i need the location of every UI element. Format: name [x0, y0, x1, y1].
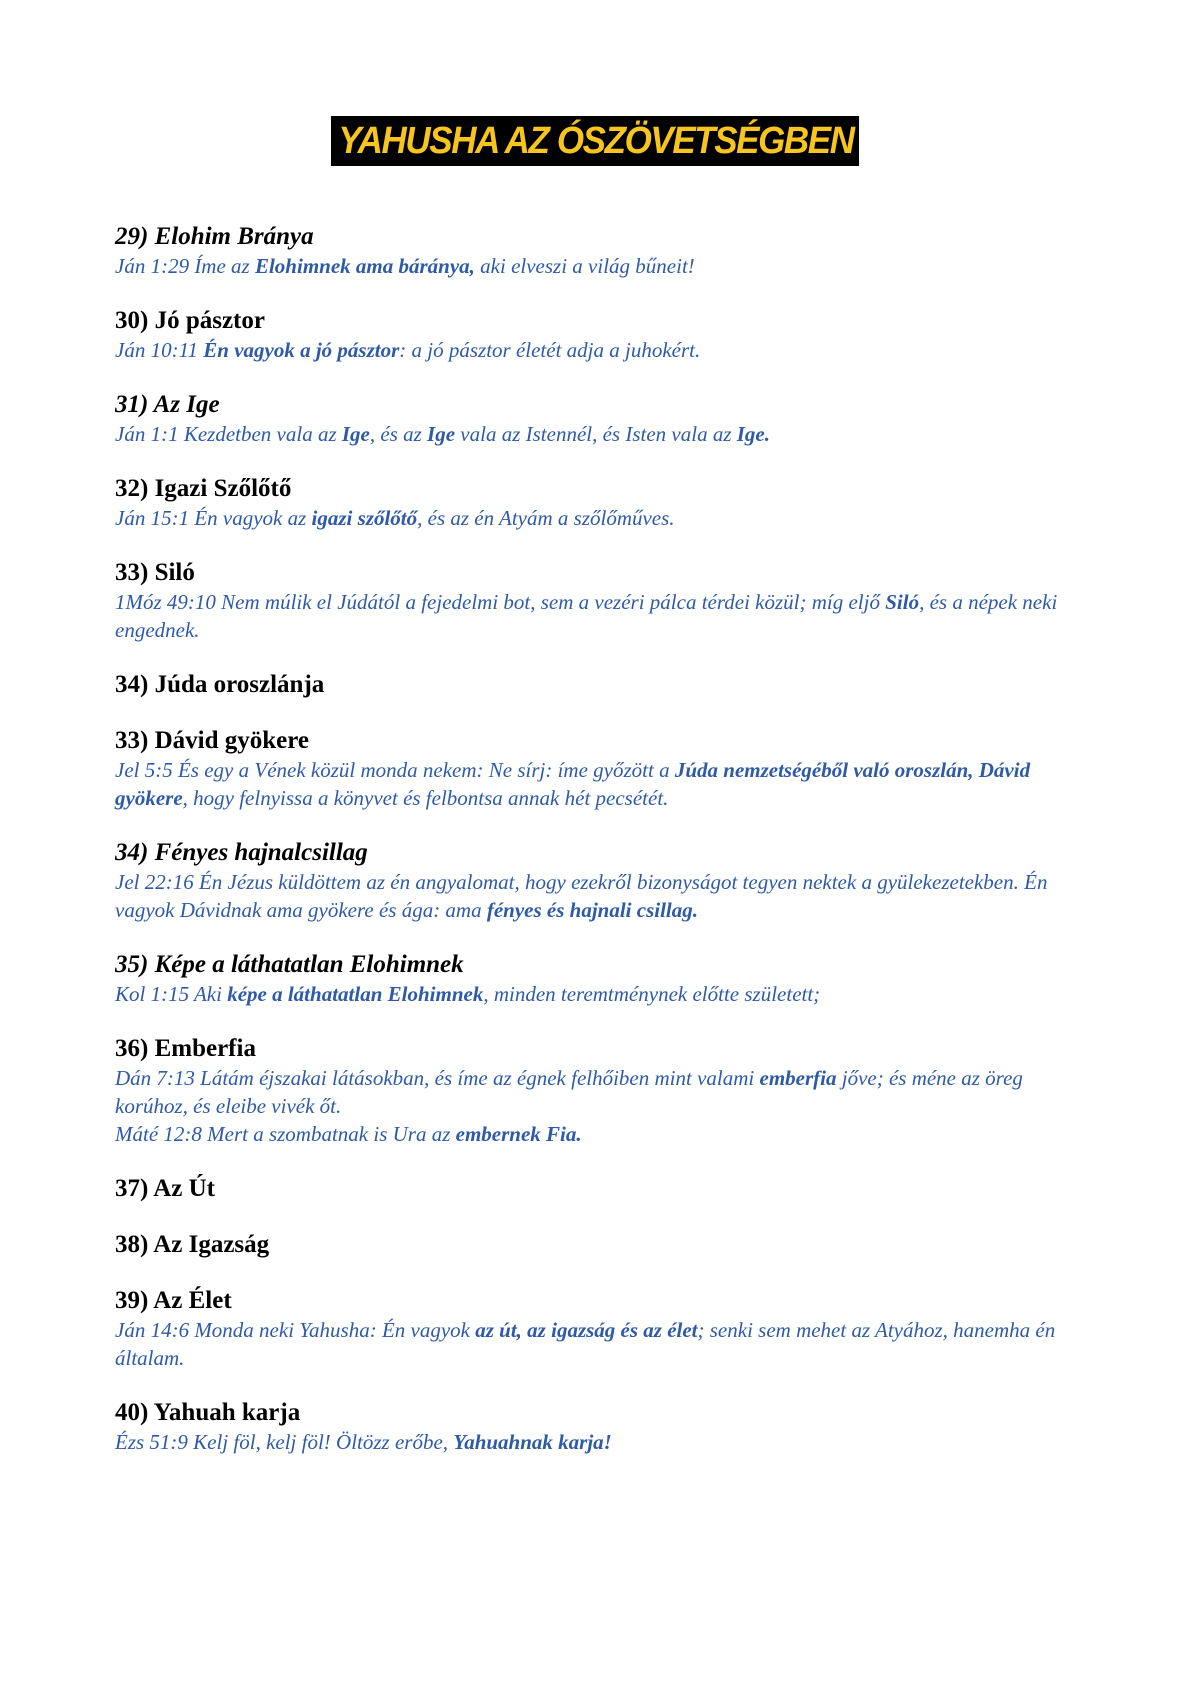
- entry: [115, 670, 1095, 700]
- verse-text: : a jó pásztor életét adja a juhokért.: [399, 338, 701, 362]
- entry-heading: 33) Dávid gyökere: [115, 727, 309, 754]
- entry-heading: 37) Az Út: [115, 1175, 215, 1202]
- verse-text: ; senki sem mehet az Atyához, hanemha én általam.: [115, 1318, 1056, 1370]
- verse: [115, 504, 1095, 532]
- entry: [115, 950, 1095, 1008]
- entry-heading: 38) Az Igazság: [115, 1231, 270, 1258]
- entry: [115, 1230, 1095, 1260]
- verse-text: , hogy felnyissa a könyvet és felbontsa annak hét pecsétét.: [182, 786, 669, 810]
- verse-emphasis: igazi szőlőtő: [311, 506, 418, 530]
- verse-text: aki elveszi a világ bűneit!: [474, 254, 695, 278]
- verse-text: Kol 1:15 Aki: [115, 982, 228, 1006]
- entry: [115, 1034, 1095, 1148]
- verse-emphasis: Ige: [341, 422, 370, 446]
- verse-text: , és az én Atyám a szőlőműves.: [417, 506, 675, 530]
- verse-emphasis: Júda nemzetségéből való oroszlán, Dávid gyökere: [115, 758, 1031, 810]
- entry-heading: 33) Siló: [115, 559, 195, 586]
- verse: [115, 588, 1095, 644]
- verse-text: Máté 12:8 Mert a szombatnak is Ura az: [115, 1122, 456, 1146]
- verse-text: Ján 14:6 Monda neki Yahusha: Én vagyok: [115, 1318, 476, 1342]
- verse-emphasis: Ige: [427, 422, 456, 446]
- verse-emphasis: emberfia: [759, 1066, 837, 1090]
- verse-emphasis: Ige.: [736, 422, 770, 446]
- title-wrap: [0, 116, 1190, 166]
- verse-text: , minden teremtménynek előtte született;: [483, 982, 821, 1006]
- entry: [115, 474, 1095, 532]
- entry: [115, 558, 1095, 644]
- verse-emphasis: embernek Fia.: [455, 1122, 582, 1146]
- verse: [115, 336, 1095, 364]
- verse: [115, 980, 1095, 1008]
- entry-heading: 36) Emberfia: [115, 1035, 256, 1062]
- verse-text: vala az Istennél, és Isten vala az: [455, 422, 737, 446]
- entry-heading: 29) Elohim Bránya: [115, 223, 314, 250]
- entry: [115, 306, 1095, 364]
- verse-text: Jel 22:16 Én Jézus küldöttem az én angyalomat, hogy ezekről bizonyságot tegyen nektek a gyülekezetekben. Én vagyok Dávidnak ama gyökere és ága: ama: [115, 870, 1048, 922]
- entry-heading: 34) Fényes hajnalcsillag: [115, 839, 368, 866]
- verse-text: jőve; és méne az öreg korúhoz, és eleibe vivék őt.: [115, 1066, 1023, 1118]
- entry: [115, 726, 1095, 812]
- verse: [115, 420, 1095, 448]
- content: [115, 222, 1095, 1482]
- verse-text: Ján 1:29 Íme az: [115, 254, 255, 278]
- verse-text: Dán 7:13 Látám éjszakai látásokban, és íme az égnek felhőiben mint valami: [115, 1066, 760, 1090]
- verse-text: Jel 5:5 És egy a Vének közül monda nekem: Ne sírj: íme győzött a: [115, 758, 675, 782]
- verse-emphasis: Elohimnek ama báránya,: [254, 254, 475, 278]
- verse-text: , és a népek neki engednek.: [115, 590, 1058, 642]
- document-title: YAHUSHA AZ ÓSZÖVETSÉGBEN: [331, 116, 859, 166]
- verse-emphasis: Siló: [885, 590, 920, 614]
- verse: [115, 1316, 1095, 1372]
- verse-text: Ézs 51:9 Kelj föl, kelj föl! Öltözz erőbe,: [115, 1430, 454, 1454]
- verse-emphasis: Én vagyok a jó pásztor: [203, 338, 400, 362]
- verse: [115, 1428, 1095, 1456]
- entry-heading: 40) Yahuah karja: [115, 1399, 301, 1426]
- entry: [115, 1286, 1095, 1372]
- verse: [115, 1120, 1095, 1148]
- entry: [115, 222, 1095, 280]
- verse: [115, 1064, 1095, 1120]
- verse-text: Ján 10:11: [115, 338, 204, 362]
- verse: [115, 756, 1095, 812]
- entry-heading: 30) Jó pásztor: [115, 307, 265, 334]
- verse-emphasis: az út, az igazság és az élet: [475, 1318, 698, 1342]
- verse-text: , és az: [369, 422, 428, 446]
- entry: [115, 1174, 1095, 1204]
- verse-emphasis: Yahuahnak karja!: [453, 1430, 612, 1454]
- verse-emphasis: képe a láthatatlan Elohimnek: [227, 982, 484, 1006]
- verse-text: Ján 1:1 Kezdetben vala az: [115, 422, 342, 446]
- verse-text: 1Móz 49:10 Nem múlik el Júdától a fejedelmi bot, sem a vezéri pálca térdei közül; míg eljő: [115, 590, 886, 614]
- entry: [115, 1398, 1095, 1456]
- entry: [115, 838, 1095, 924]
- entry-heading: 32) Igazi Szőlőtő: [115, 475, 292, 502]
- entry-heading: 31) Az Ige: [115, 391, 220, 418]
- entry: [115, 390, 1095, 448]
- entry-heading: 39) Az Élet: [115, 1287, 232, 1314]
- verse: [115, 252, 1095, 280]
- verse: [115, 868, 1095, 924]
- entry-heading: 34) Júda oroszlánja: [115, 671, 325, 698]
- verse-text: Ján 15:1 Én vagyok az: [115, 506, 312, 530]
- entry-heading: 35) Képe a láthatatlan Elohimnek: [115, 951, 464, 978]
- verse-emphasis: fényes és hajnali csillag.: [486, 898, 699, 922]
